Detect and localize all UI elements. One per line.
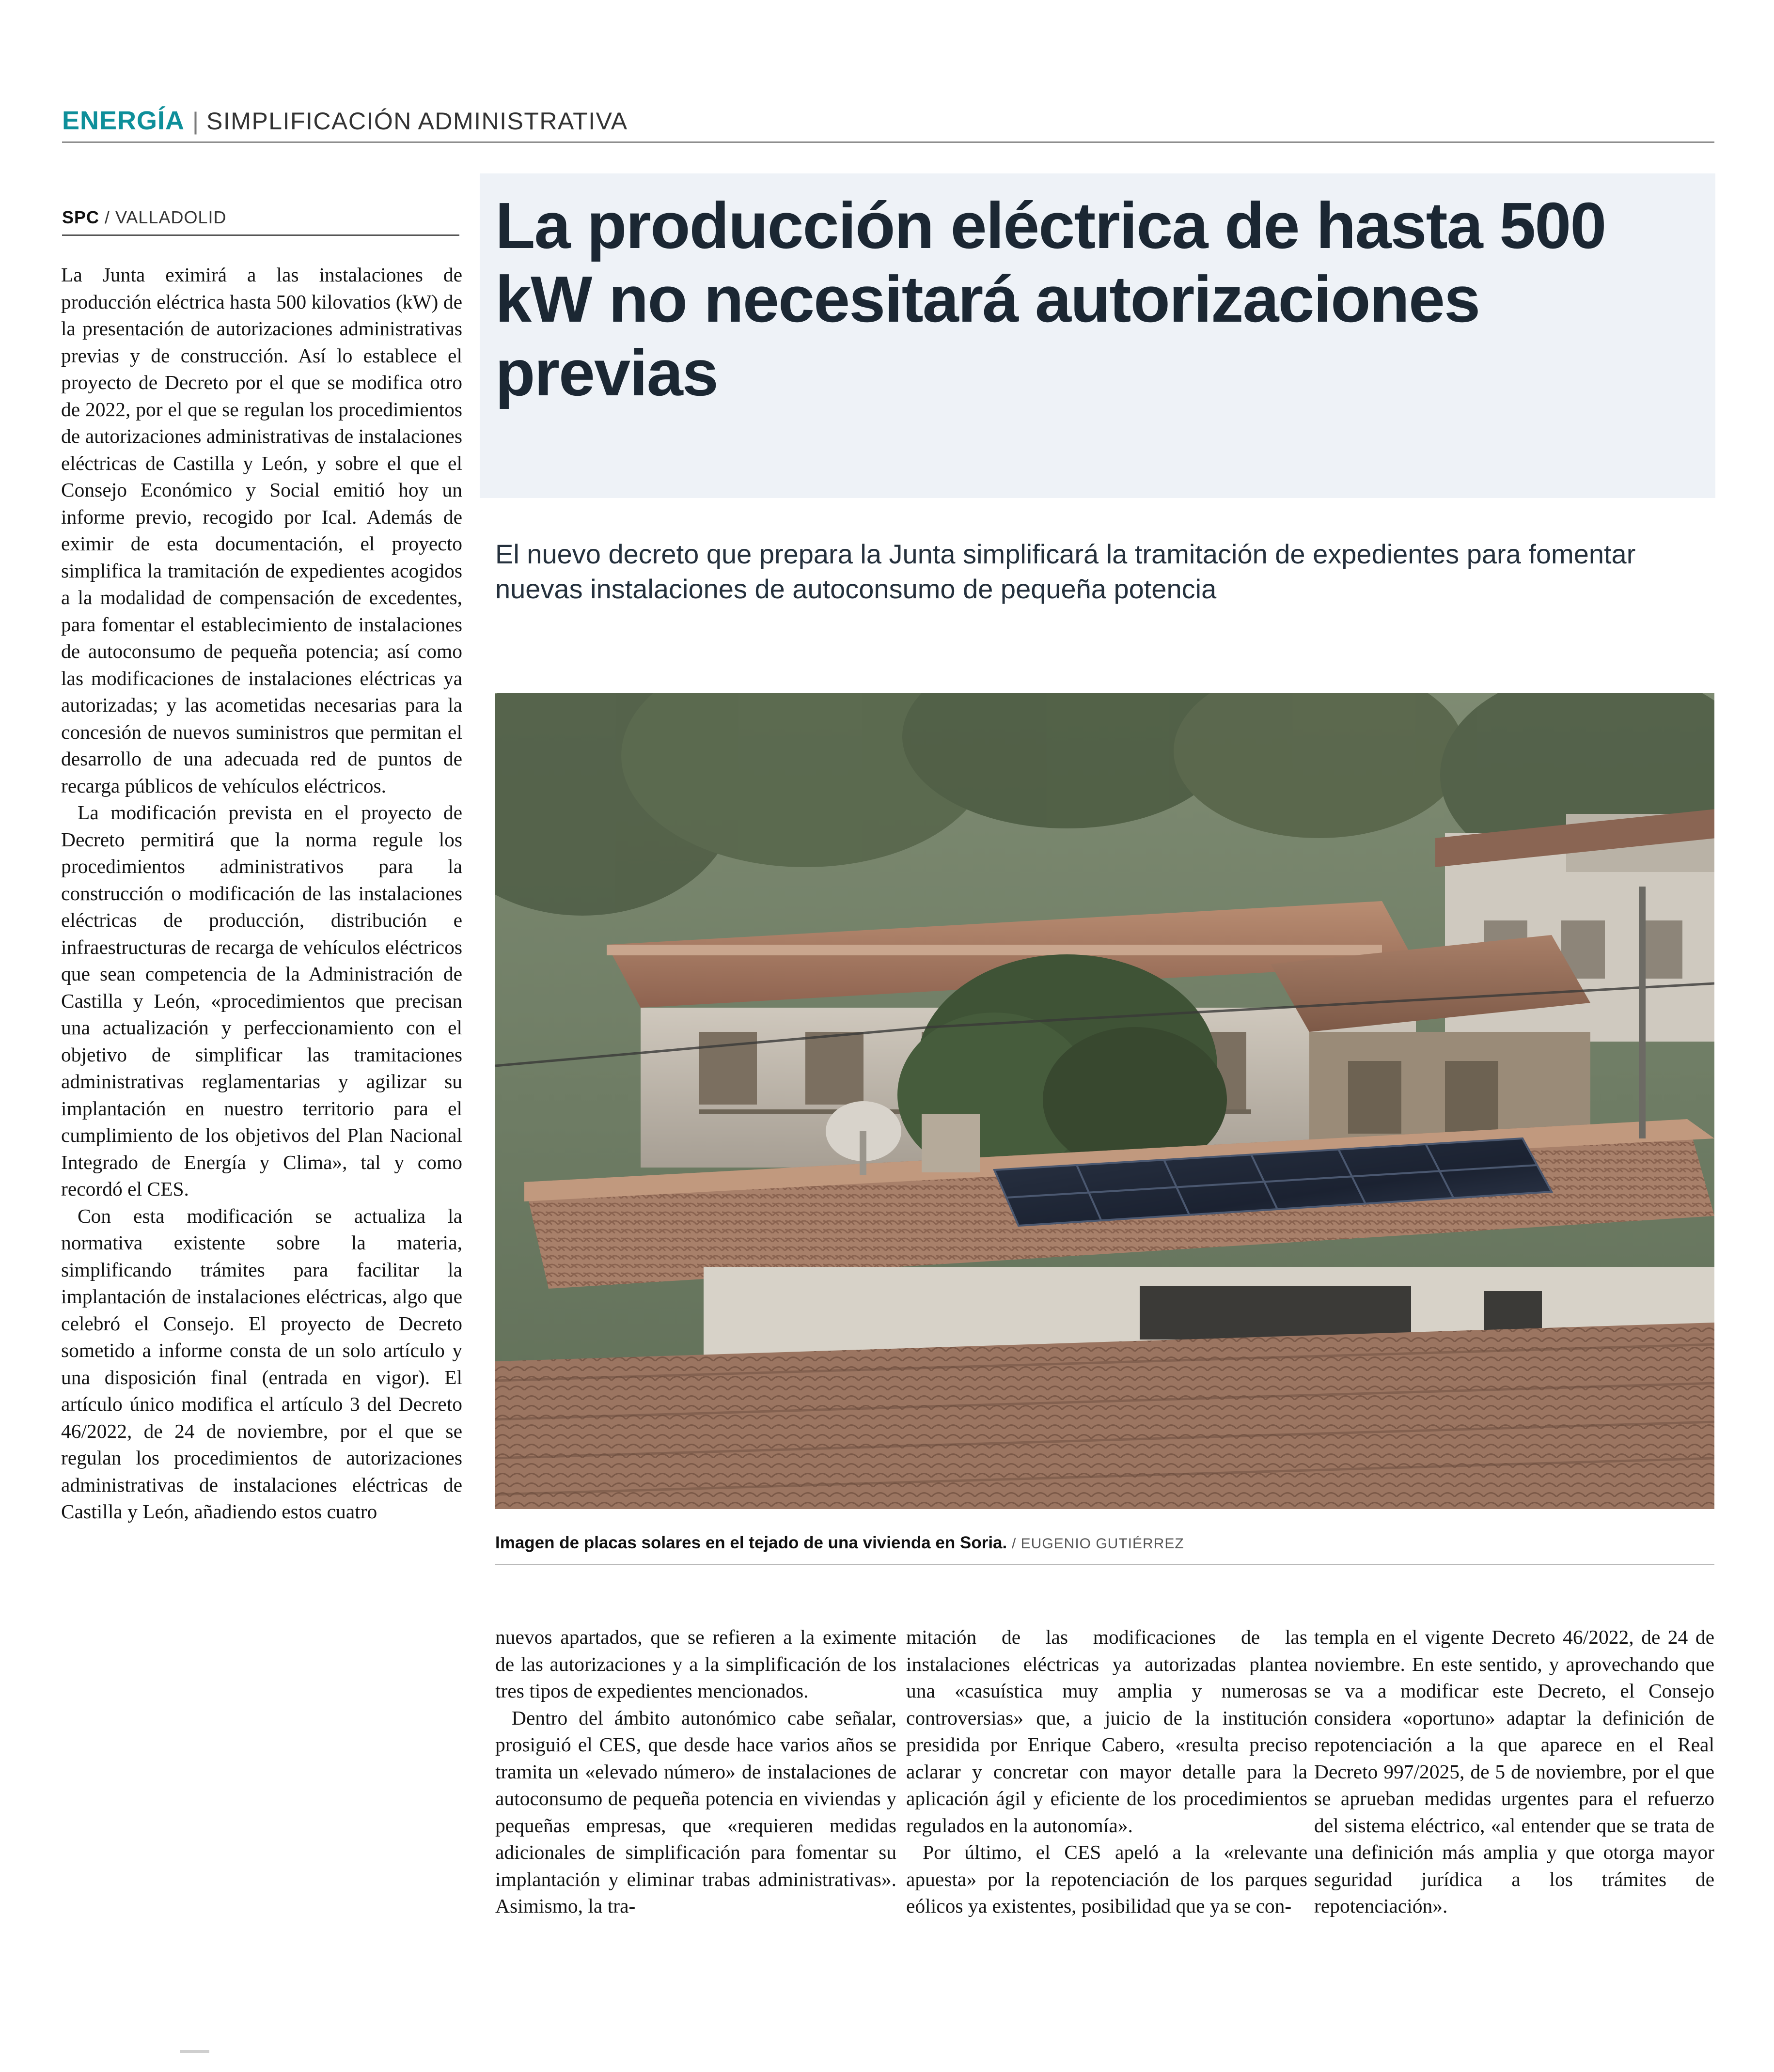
subheadline: El nuevo decreto que prepara la Junta simplificará la tramitación de expedientes para fomentar nuevas instalaciones de autoconsumo de pequeña potencia: [495, 539, 1636, 604]
section-kicker: ENERGÍA: [62, 106, 185, 135]
article-photo: [495, 693, 1714, 1509]
headline: La producción eléctrica de hasta 500 kW no necesitará autorizaciones previas: [495, 189, 1606, 409]
paragraph: templa en el vigente Decreto 46/2022, de 24 de noviembre. En este sentido, y aprovechando que se va a modificar este Decreto, el Consejo considera «oportuno» adaptar la definición de repotenciación a la que aparece en el Real Decreto 997/2025, de 5 de noviembre, por el que se aprueban medidas urgentes para el refuerzo del sistema eléctrico, «al entender que se trata de una definición más amplia y que otorga mayor seguridad jurídica a los trámites de repotenciación».: [1314, 1626, 1714, 1917]
byline-agency: SPC: [62, 207, 100, 227]
byline: [62, 207, 459, 228]
photo-credit: / EUGENIO GUTIÉRREZ: [1011, 1536, 1184, 1552]
paragraph: mitación de las modificaciones de las instalaciones eléctricas ya autorizadas plantea una «casuística muy amplia y numerosas controversias» que, a juicio de la institución presidida por Enrique Cabero, «resulta preciso aclarar y concretar con mayor detalle para la aplicación ágil y eficiente de los procedimientos regulados en la autonomía».: [906, 1626, 1307, 1837]
paragraph: Por último, el CES apeló a la «relevante apuesta» por la repotenciación de los parques eólicos ya existentes, posibilidad que ya se con-: [906, 1841, 1307, 1917]
paragraph: Con esta modificación se actualiza la normativa existente sobre la materia, simplificando trámites para facilitar la implantación de instalaciones eléctricas, algo que celebró el Consejo. El proyecto de Decreto sometido a informe consta de un solo artículo y una disposición final (entrada en vigor). El artículo único modifica el artículo 3 del Decreto 46/2022, de 24 de noviembre, por el que se regulan los procedimientos de autorizaciones administrativas de instalaciones eléctricas de Castilla y León, añadiendo estos cuatro: [61, 1204, 462, 1523]
photo-illustration: [495, 693, 1714, 1509]
body-column-3: [1314, 1624, 1714, 1920]
page-footer-mark: [180, 2050, 209, 2053]
paragraph: nuevos apartados, que se refieren a la eximente de las autorizaciones y a la simplificación de los tres tipos de expedientes mencionados.: [495, 1626, 896, 1702]
body-column-2: [906, 1624, 1307, 1920]
caption-divider: [495, 1564, 1714, 1565]
paragraph: La Junta eximirá a las instalaciones de producción eléctrica hasta 500 kilovatios (kW) de la presentación de autorizaciones administrativas previas y de construcción. Así lo establece el proyecto de Decreto por el que se modifica otro de 2022, por el que se regulan los procedimientos de autorizaciones administrativas de instalaciones eléctricas de Castilla y León, y sobre el que el Consejo Económico y Social emitió hoy un informe previo, recogido por Ical. Además de eximir de esta documentación, el proyecto simplifica la tramitación de expedientes acogidos a la modalidad de compensación de excedentes, para fomentar el establecimiento de instalaciones de autoconsumo de pequeña potencia; así como las modificaciones de instalaciones eléctricas ya autorizadas; y las acometidas necesarias para la concesión de nuevos suministros que permitan el desarrollo de una adecuada red de puntos de recarga públicos de vehículos eléctricos.: [61, 264, 462, 797]
paragraph: La modificación prevista en el proyecto de Decreto permitirá que la norma regule los procedimientos administrativos para la construcción o modificación de las instalaciones eléctricas de producción, distribución e infraestructuras de recarga de vehículos eléctricos que sean competencia de la Administración de Castilla y León, «procedimientos que precisan una actualización y perfeccionamiento con el objetivo de simplificar las tramitaciones administrativas reglamentarias y agilizar su implantación en nuestro territorio para el cumplimiento de los objetivos del Plan Nacional Integrado de Energía y Clima», tal y como recordó el CES.: [61, 801, 462, 1200]
section-subject: SIMPLIFICACIÓN ADMINISTRATIVA: [206, 108, 628, 135]
body-column-left: [61, 262, 462, 1526]
paragraph: Dentro del ámbito autonómico cabe señalar, prosiguió el CES, que desde hace varios años se tramita un «elevado número» de instalaciones de autoconsumo de pequeña potencia en viviendas y pequeñas empresas, que «requieren medidas adicionales de simplificación para fomentar su implantación y eliminar trabas administrativas». Asimismo, la tra-: [495, 1706, 896, 1917]
byline-divider: [62, 234, 459, 236]
caption-text: Imagen de placas solares en el tejado de una vivienda en Soria.: [495, 1533, 1007, 1552]
byline-location: / VALLADOLID: [105, 207, 227, 227]
header-divider: [62, 141, 1714, 143]
body-column-1: [495, 1624, 896, 1920]
photo-caption: [495, 1533, 1714, 1553]
section-header: [62, 106, 1714, 136]
section-separator: |: [192, 108, 199, 135]
